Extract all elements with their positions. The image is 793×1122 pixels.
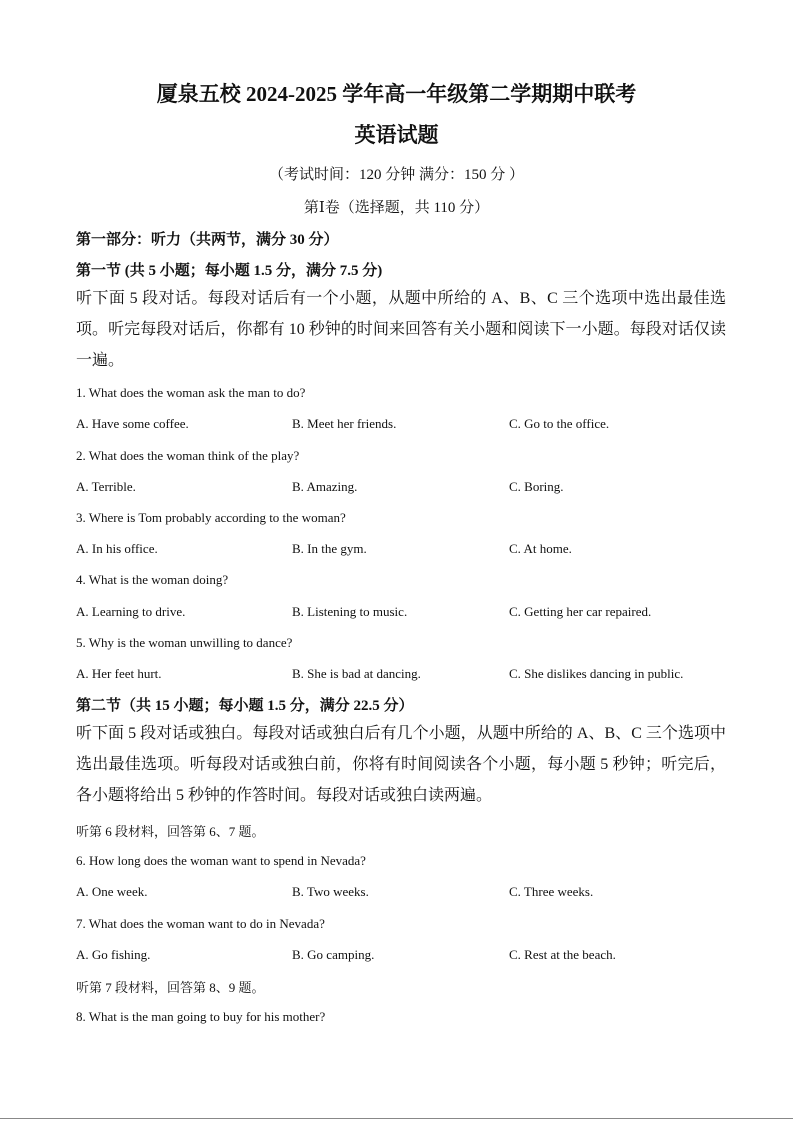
q1-option-b: B. Meet her friends.	[292, 416, 397, 431]
q2-option-c: C. Boring.	[509, 479, 564, 494]
part1-heading: 第一部分：听力（共两节，满分 30 分）	[76, 232, 339, 248]
q6-option-c: C. Three weeks.	[509, 884, 594, 899]
question-3: 3. Where is Tom probably according to the woman?	[76, 510, 346, 525]
question-2: 2. What does the woman think of the play?	[76, 448, 300, 463]
q7-option-a: A. Go fishing.	[76, 947, 151, 962]
q2-option-a: A. Terrible.	[76, 479, 136, 494]
section1-instructions: 听下面 5 段对话。每段对话后有一个小题，从题中所给的 A、B、C 三个选项中选出最佳选项。听完每段对话后，你都有 10 秒钟的时间来回答有关小题和阅读下一小题。每段对话仅读一遍。	[76, 290, 726, 369]
q3-option-a: A. In his office.	[76, 541, 158, 556]
q6-option-b: B. Two weeks.	[292, 884, 369, 899]
question-7: 7. What does the woman want to do in Nevada?	[76, 916, 325, 931]
question-6: 6. How long does the woman want to spend in Nevada?	[76, 853, 366, 868]
exam-info: （考试时间：120 分钟 满分：150 分 ）	[268, 167, 524, 183]
q5-option-c: C. She dislikes dancing in public.	[509, 666, 684, 681]
q5-option-b: B. She is bad at dancing.	[292, 666, 421, 681]
subject-title: 英语试题	[354, 123, 439, 147]
q4-option-c: C. Getting her car repaired.	[509, 604, 652, 619]
question-1: 1. What does the woman ask the man to do?	[76, 385, 306, 400]
q7-option-b: B. Go camping.	[292, 947, 375, 962]
q7-option-c: C. Rest at the beach.	[509, 947, 616, 962]
q3-option-b: B. In the gym.	[292, 541, 367, 556]
question-5: 5. Why is the woman unwilling to dance?	[76, 635, 293, 650]
q6-option-a: A. One week.	[76, 884, 148, 899]
page-bottom-divider	[0, 1118, 793, 1119]
q1-option-c: C. Go to the office.	[509, 416, 610, 431]
question-8: 8. What is the man going to buy for his mother?	[76, 1009, 326, 1024]
q2-option-b: B. Amazing.	[292, 479, 358, 494]
section2-instructions: 听下面 5 段对话或独白。每段对话或独白后有几个小题，从题中所给的 A、B、C 三个选项中选出最佳选项。听每段对话或独白前，你将有时间阅读各个小题，每小题 5 秒钟；听完后，各小题将给出 5 秒钟的作答时间。每段对话或独白读两遍。	[76, 725, 726, 804]
exam-title: 厦泉五校 2024-2025 学年高一年级第二学期期中联考	[156, 82, 637, 106]
material-7-note: 听第 7 段材料，回答第 8、9 题。	[76, 980, 265, 995]
section1-heading: 第一节 (共 5 小题；每小题 1.5 分，满分 7.5 分)	[76, 263, 383, 279]
question-4: 4. What is the woman doing?	[76, 572, 229, 587]
material-6-note: 听第 6 段材料，回答第 6、7 题。	[76, 824, 265, 839]
q4-option-b: B. Listening to music.	[292, 604, 408, 619]
section2-heading: 第二节（共 15 小题；每小题 1.5 分，满分 22.5 分）	[76, 698, 414, 714]
q3-option-c: C. At home.	[509, 541, 572, 556]
q4-option-a: A. Learning to drive.	[76, 604, 186, 619]
q5-option-a: A. Her feet hurt.	[76, 666, 162, 681]
q1-option-a: A. Have some coffee.	[76, 416, 189, 431]
volume-heading: 第Ⅰ卷（选择题，共 110 分）	[303, 200, 490, 216]
